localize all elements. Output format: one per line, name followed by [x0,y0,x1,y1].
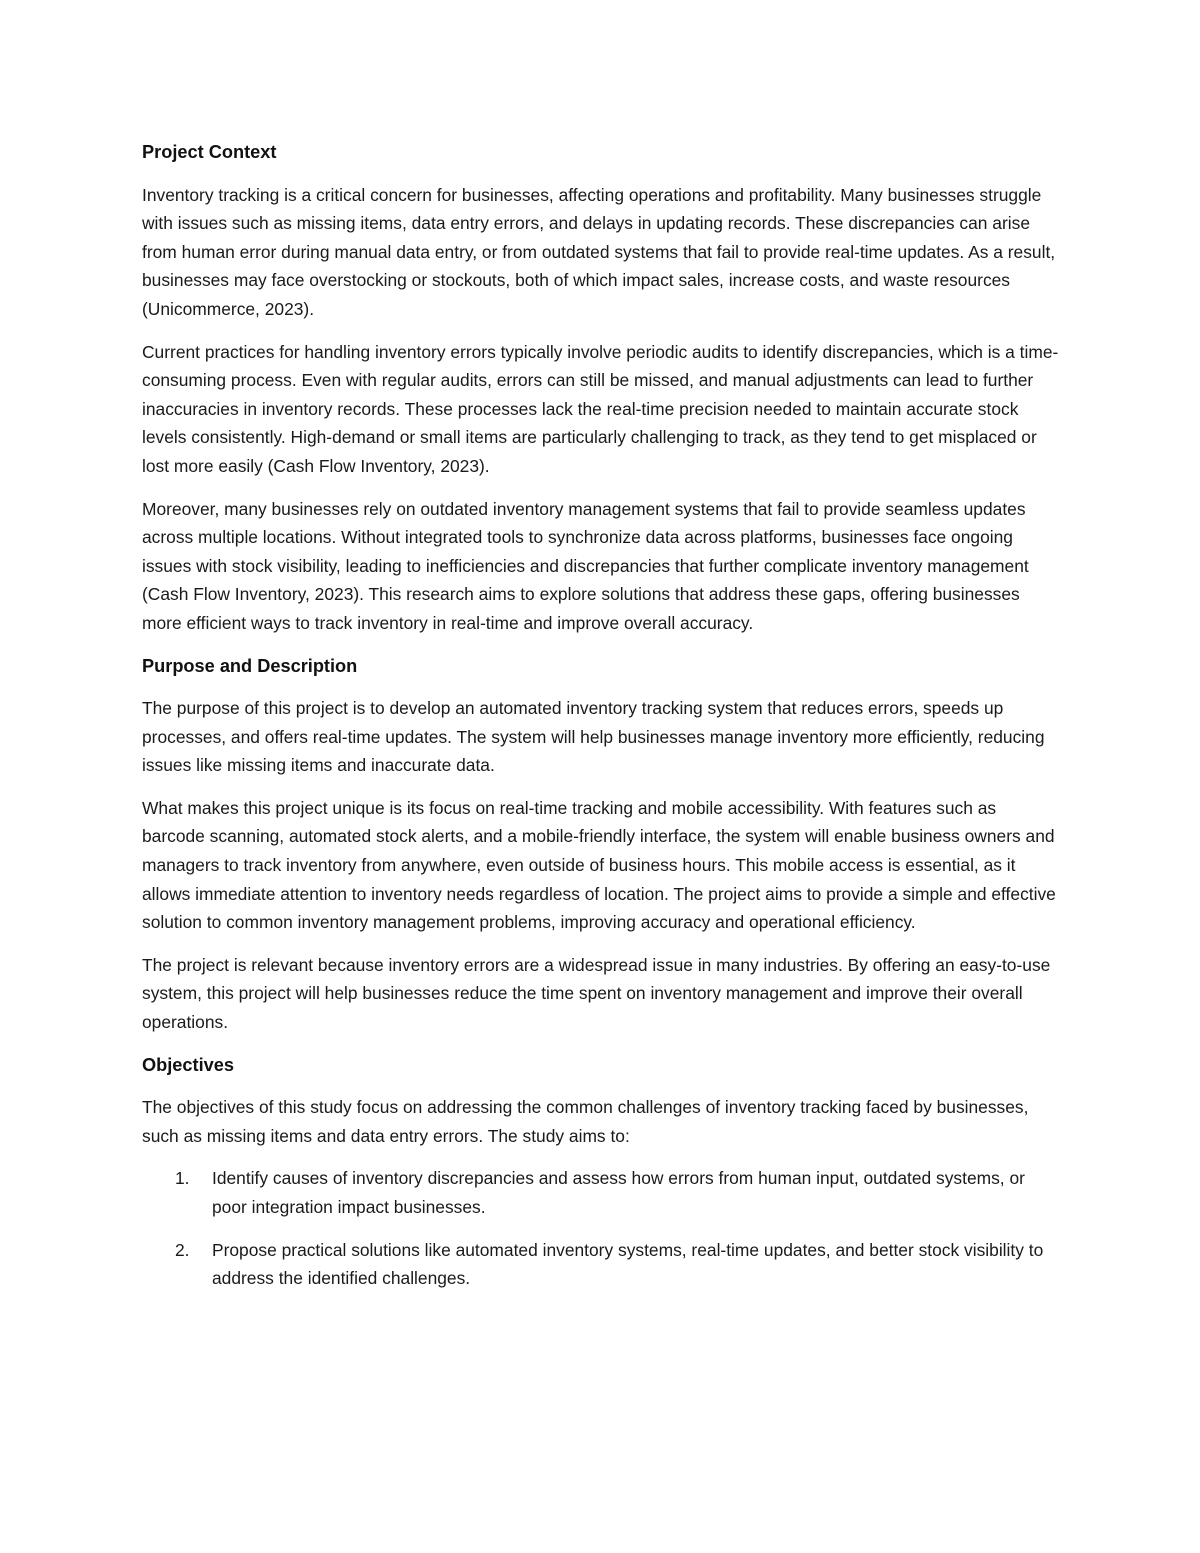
section-heading-objectives: Objectives [142,1054,234,1075]
paragraph: What makes this project unique is its focus on real-time tracking and mobile accessibility. With features such as barcode scanning, automated stock alerts, and a mobile-friendly interface, the system will enable business owners and managers to track inventory from anywhere, even outside of business hours. This mobile access is essential, as it allows immediate attention to inventory needs regardless of location. The project aims to provide a simple and effective solution to common inventory management problems, improving accuracy and operational efficiency. [142,797,1056,933]
objectives-intro: The objectives of this study focus on addressing the common challenges of inventory tracking faced by businesses, such as missing items and data entry errors. The study aims to: [142,1097,1029,1146]
list-item [142,1236,1062,1293]
list-item-number: 2. [175,1239,190,1260]
list-item-text: Propose practical solutions like automated inventory systems, real-time updates, and better stock visibility to address the identified challenges. [212,1239,1044,1289]
paragraph: Current practices for handling inventory errors typically involve periodic audits to identify discrepancies, which is a time-consuming process. Even with regular audits, errors can still be missed, and manual adjustments can lead to further inaccuracies in inventory records. These processes lack the real-time precision needed to maintain accurate stock levels consistently. High-demand or small items are particularly challenging to track, as they tend to get misplaced or lost more easily (Cash Flow Inventory, 2023). [142,341,1059,476]
document-page [142,138,1062,1307]
paragraph: Moreover, many businesses rely on outdated inventory management systems that fail to provide seamless updates across multiple locations. Without integrated tools to synchronize data across platforms, businesses face ongoing issues with stock visibility, leading to inefficiencies and discrepancies that further complicate inventory management (Cash Flow Inventory, 2023). This research aims to explore solutions that address these gaps, offering businesses more efficient ways to track inventory in real-time and improve overall accuracy. [142,498,1029,633]
list-item-number: 1. [175,1168,190,1189]
list-item-text: Identify causes of inventory discrepancies and assess how errors from human input, outdated systems, or poor integration impact businesses. [212,1168,1025,1217]
section-heading-purpose-and-description: Purpose and Description [142,655,358,676]
paragraph: The project is relevant because inventory errors are a widespread issue in many industries. By offering an easy-to-use system, this project will help businesses reduce the time spent on inventory management and improve their overall operations. [142,954,1051,1033]
objectives-list [142,1164,1062,1292]
paragraph: Inventory tracking is a critical concern for businesses, affecting operations and profitability. Many businesses struggle with issues such as missing items, data entry errors, and delays in updating records. These discrepancies can arise from human error during manual data entry, or from outdated systems that fail to provide real-time updates. As a result, businesses may face overstocking or stockouts, both of which impact sales, increase costs, and waste resources (Unicommerce, 2023). [142,184,1056,319]
paragraph: The purpose of this project is to develop an automated inventory tracking system that reduces errors, speeds up processes, and offers real-time updates. The system will help businesses manage inventory more efficiently, reducing issues like missing items and inaccurate data. [142,698,1045,776]
section-heading-project-context: Project Context [142,142,277,162]
list-item [142,1164,1062,1221]
